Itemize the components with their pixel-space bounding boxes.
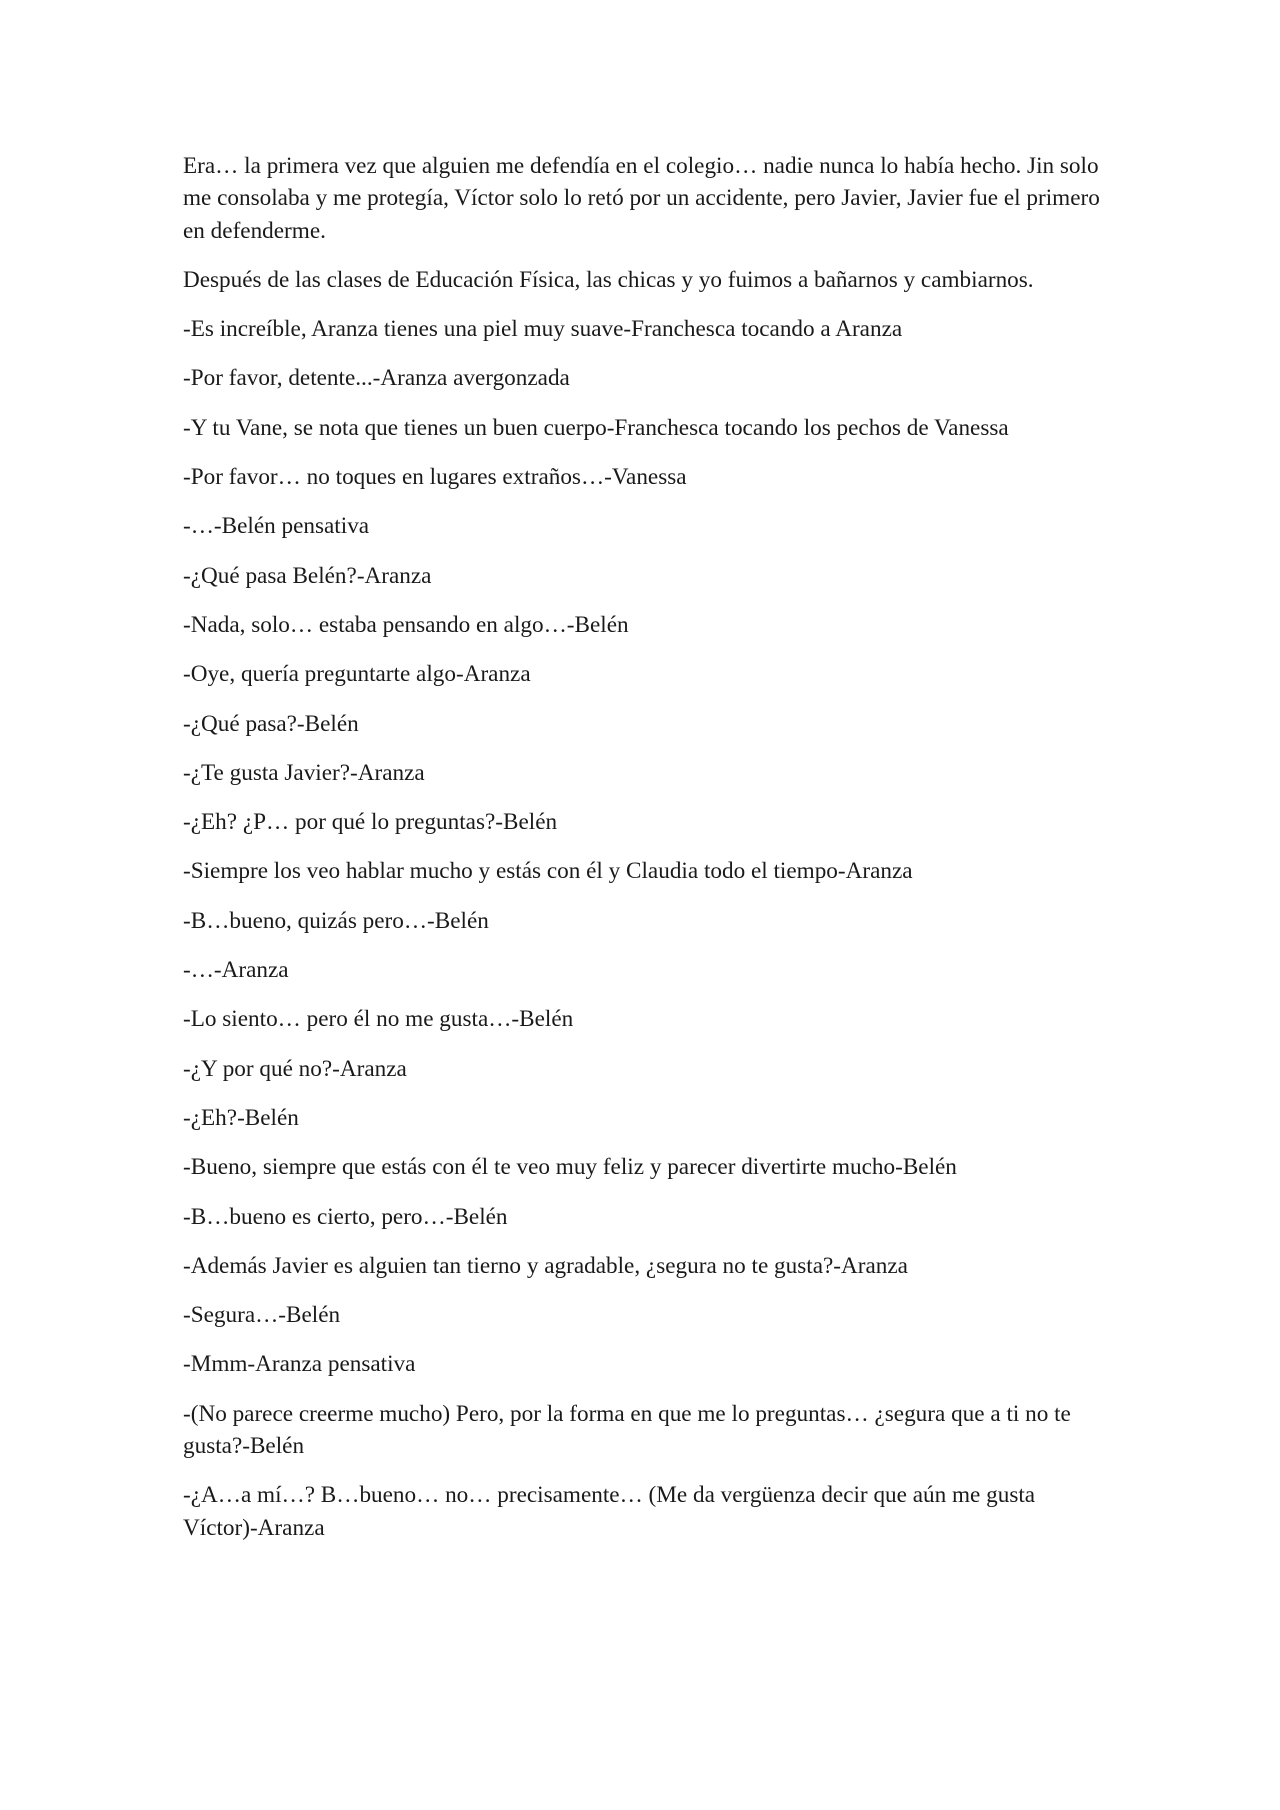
dialogue-line: -Siempre los veo hablar mucho y estás con él y Claudia todo el tiempo-Aranza: [183, 858, 913, 885]
dialogue-line: -Por favor, detente...-Aranza avergonzada: [183, 365, 570, 392]
dialogue-line: -Mmm-Aranza pensativa: [183, 1351, 416, 1378]
dialogue-line: -B…bueno, quizás pero…-Belén: [183, 907, 489, 934]
dialogue-line: -¿Y por qué no?-Aranza: [183, 1055, 407, 1082]
dialogue-line: -¿Qué pasa Belén?-Aranza: [183, 562, 432, 589]
dialogue-line: -Por favor… no toques en lugares extraños…-Vanessa: [183, 464, 687, 491]
dialogue-line: -¿Te gusta Javier?-Aranza: [183, 759, 425, 786]
paragraph: Después de las clases de Educación Física, las chicas y yo fuimos a bañarnos y cambiarnos.: [183, 266, 1034, 293]
dialogue-line: -(No parece creerme mucho) Pero, por la forma en que me lo preguntas… ¿segura que a ti no te gusta?-Belén: [183, 1400, 1071, 1460]
dialogue-line: -Lo siento… pero él no me gusta…-Belén: [183, 1006, 574, 1033]
dialogue-line: -Es increíble, Aranza tienes una piel muy suave-Franchesca tocando a Aranza: [183, 316, 903, 343]
dialogue-line: -¿Eh? ¿P… por qué lo preguntas?-Belén: [183, 809, 558, 836]
paragraph: Era… la primera vez que alguien me defendía en el colegio… nadie nunca lo había hecho. Jin solo me consolaba y me protegía, Víctor solo lo retó por un accidente, pero Javier, Javier fue el primero en defenderme.: [183, 153, 1100, 244]
dialogue-line: -¿Qué pasa?-Belén: [183, 710, 359, 737]
dialogue-line: -Bueno, siempre que estás con él te veo muy feliz y parecer divertirte mucho-Belén: [183, 1154, 957, 1181]
dialogue-line: -Además Javier es alguien tan tierno y agradable, ¿segura no te gusta?-Aranza: [183, 1252, 908, 1279]
story-text: [183, 150, 1103, 1561]
dialogue-line: -¿Eh?-Belén: [183, 1104, 299, 1131]
dialogue-line: -…-Belén pensativa: [183, 513, 370, 540]
dialogue-line: -…-Aranza: [183, 957, 289, 984]
dialogue-line: -Nada, solo… estaba pensando en algo…-Belén: [183, 611, 629, 638]
dialogue-line: -Segura…-Belén: [183, 1302, 341, 1329]
dialogue-line: -B…bueno es cierto, pero…-Belén: [183, 1203, 508, 1230]
dialogue-line: -Y tu Vane, se nota que tienes un buen cuerpo-Franchesca tocando los pechos de Vanessa: [183, 414, 1009, 441]
dialogue-line: -Oye, quería preguntarte algo-Aranza: [183, 661, 531, 688]
dialogue-line: -¿A…a mí…? B…bueno… no… precisamente… (Me da vergüenza decir que aún me gusta Víctor)-Aranza: [183, 1482, 1036, 1541]
